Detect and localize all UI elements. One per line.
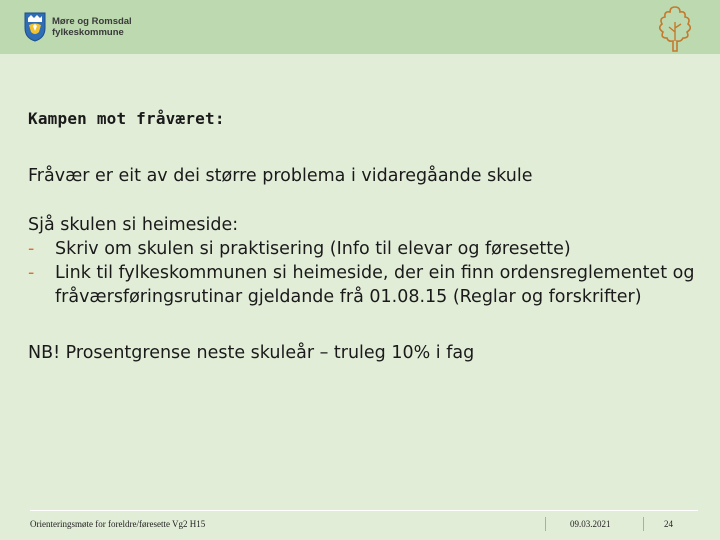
paragraph-homepage: Sjå skulen si heimeside: (28, 215, 239, 235)
county-shield-icon (24, 12, 46, 42)
slide-body (28, 104, 698, 365)
footer-separator (643, 517, 644, 531)
county-logo (24, 12, 132, 42)
footer-separator (545, 517, 546, 531)
logo-line-1: Møre og Romsdal (52, 16, 132, 27)
list-item (28, 261, 698, 309)
tree-outline-icon (655, 4, 695, 54)
bullet-text: Skriv om skulen si praktisering (Info til elevar og føresette) (55, 239, 571, 259)
header-band (0, 0, 720, 54)
logo-text (52, 16, 132, 38)
footer-divider (30, 510, 698, 511)
slide-heading: Kampen mot fråværet: (28, 109, 225, 128)
bullet-dash: - (28, 263, 35, 283)
nb-note: NB! Prosentgrense neste skuleår – truleg 10% i fag (28, 343, 475, 363)
bullet-dash: - (28, 239, 35, 259)
footer-date: 09.03.2021 (570, 519, 611, 529)
footer-text: Orienteringsmøte for foreldre/føresette Vg2 H15 (30, 519, 206, 529)
slide-number: 24 (664, 519, 673, 529)
list-item (28, 237, 698, 261)
logo-line-2: fylkeskommune (52, 27, 124, 38)
paragraph-absence: Fråvær er eit av dei større problema i vidaregåande skule (28, 166, 533, 186)
bullet-text: Link til fylkeskommunen si heimeside, der ein finn ordensreglementet og fråværsføringsrutinar gjeldande frå 01.08.15 (Reglar og forskrifter) (55, 263, 695, 307)
bullet-list (28, 237, 698, 309)
